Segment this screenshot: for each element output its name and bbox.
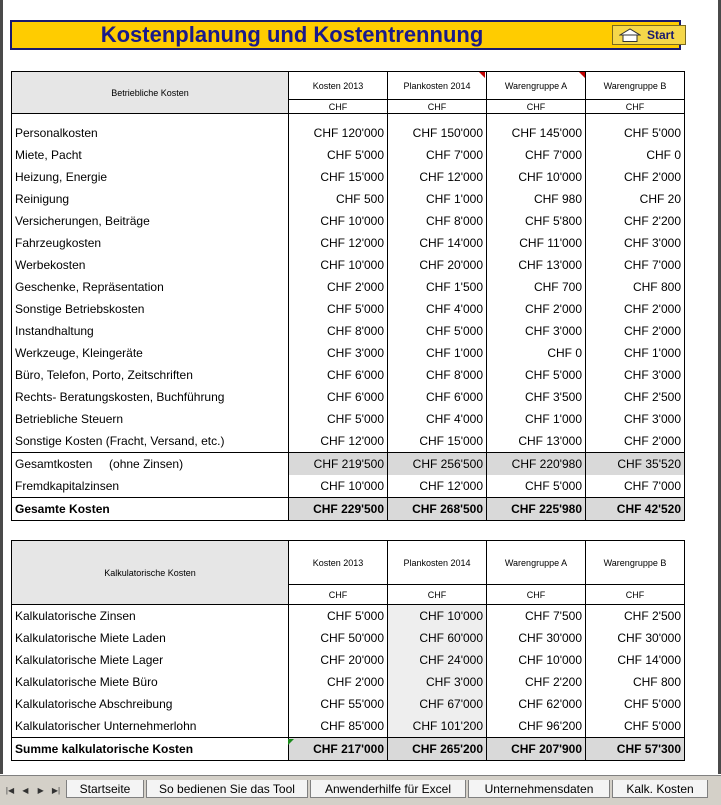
unit-label: CHF xyxy=(388,585,487,605)
home-icon xyxy=(619,28,641,42)
unit-label: CHF xyxy=(289,585,388,605)
value-cell[interactable]: CHF 7'000 xyxy=(388,144,487,166)
value-cell[interactable]: CHF 3'500 xyxy=(487,386,586,408)
value-cell[interactable]: CHF 60'000 xyxy=(388,627,487,649)
value-cell[interactable]: CHF 62'000 xyxy=(487,693,586,715)
prev-sheet-icon[interactable]: ◀ xyxy=(22,786,29,795)
value-cell[interactable]: CHF 8'000 xyxy=(289,320,388,342)
value-cell[interactable]: CHF 150'000 xyxy=(388,122,487,144)
start-button-label: Start xyxy=(647,28,675,42)
table-row xyxy=(12,430,685,453)
row-label: Büro, Telefon, Porto, Zeitschriften xyxy=(12,364,289,386)
value-cell[interactable]: CHF 500 xyxy=(289,188,388,210)
value-cell[interactable]: CHF 2'000 xyxy=(586,298,685,320)
row-label: Versicherungen, Beiträge xyxy=(12,210,289,232)
value-cell[interactable]: CHF 10'000 xyxy=(289,210,388,232)
value-cell[interactable]: CHF 12'000 xyxy=(289,232,388,254)
column-header: Warengruppe B xyxy=(586,541,685,585)
row-label: Rechts- Beratungskosten, Buchführung xyxy=(12,386,289,408)
interest-cell[interactable]: CHF 10'000 xyxy=(289,475,388,498)
value-cell[interactable]: CHF 5'000 xyxy=(289,605,388,628)
value-cell[interactable]: CHF 800 xyxy=(586,671,685,693)
interest-label: Fremdkapitalzinsen xyxy=(12,475,289,498)
first-sheet-icon[interactable]: |◀ xyxy=(5,786,15,795)
table-row xyxy=(12,627,685,649)
unit-label: CHF xyxy=(487,585,586,605)
value-cell[interactable]: CHF 5'800 xyxy=(487,210,586,232)
value-cell[interactable]: CHF 2'500 xyxy=(586,386,685,408)
table-row xyxy=(12,166,685,188)
value-cell[interactable]: CHF 0 xyxy=(487,342,586,364)
value-cell[interactable]: CHF 3'000 xyxy=(388,671,487,693)
unit-label: CHF xyxy=(289,100,388,114)
total-cell[interactable]: CHF 207'900 xyxy=(487,738,586,761)
table-row xyxy=(12,386,685,408)
subtotal-label: Gesamtkosten (ohne Zinsen) xyxy=(12,452,289,475)
row-label: Sonstige Betriebskosten xyxy=(12,298,289,320)
value-cell[interactable]: CHF 2'500 xyxy=(586,605,685,628)
table-row xyxy=(12,320,685,342)
value-cell[interactable]: CHF 2'000 xyxy=(289,276,388,298)
value-cell[interactable]: CHF 2'200 xyxy=(586,210,685,232)
row-label: Geschenke, Repräsentation xyxy=(12,276,289,298)
value-cell[interactable]: CHF 5'000 xyxy=(289,144,388,166)
value-cell[interactable]: CHF 6'000 xyxy=(289,364,388,386)
value-cell[interactable]: CHF 1'000 xyxy=(388,188,487,210)
error-indicator xyxy=(288,739,294,745)
value-cell[interactable]: CHF 3'000 xyxy=(586,232,685,254)
row-label: Kalkulatorische Miete Lager xyxy=(12,649,289,671)
total-cell[interactable]: CHF 225'980 xyxy=(487,497,586,520)
interest-cell[interactable]: CHF 12'000 xyxy=(388,475,487,498)
value-cell[interactable]: CHF 2'000 xyxy=(586,320,685,342)
total-label: Gesamte Kosten xyxy=(12,497,289,520)
value-cell[interactable]: CHF 13'000 xyxy=(487,430,586,453)
value-cell[interactable]: CHF 10'000 xyxy=(487,649,586,671)
value-cell[interactable]: CHF 24'000 xyxy=(388,649,487,671)
table-header-label: Kalkulatorische Kosten xyxy=(12,541,289,605)
row-label: Werbekosten xyxy=(12,254,289,276)
tab-kalk-kosten[interactable]: Kalk. Kosten xyxy=(612,780,708,798)
value-cell[interactable]: CHF 15'000 xyxy=(388,430,487,453)
value-cell[interactable]: CHF 11'000 xyxy=(487,232,586,254)
last-sheet-icon[interactable]: ▶| xyxy=(51,786,61,795)
value-cell[interactable]: CHF 10'000 xyxy=(487,166,586,188)
value-cell[interactable]: CHF 1'000 xyxy=(586,342,685,364)
value-cell[interactable]: CHF 2'000 xyxy=(289,671,388,693)
sheet-tab-bar xyxy=(0,775,721,805)
value-cell[interactable]: CHF 4'000 xyxy=(388,298,487,320)
value-cell[interactable]: CHF 85'000 xyxy=(289,715,388,738)
interest-cell[interactable]: CHF 7'000 xyxy=(586,475,685,498)
value-cell[interactable]: CHF 3'000 xyxy=(586,364,685,386)
subtotal-cell[interactable]: CHF 220'980 xyxy=(487,452,586,475)
row-label: Kalkulatorische Abschreibung xyxy=(12,693,289,715)
value-cell[interactable]: CHF 20'000 xyxy=(388,254,487,276)
value-cell[interactable]: CHF 2'000 xyxy=(586,166,685,188)
value-cell[interactable]: CHF 3'000 xyxy=(487,320,586,342)
page-title: Kostenplanung und Kostentrennung xyxy=(100,22,484,47)
row-label: Betriebliche Steuern xyxy=(12,408,289,430)
table-row xyxy=(12,342,685,364)
tab-startseite[interactable]: Startseite xyxy=(66,780,144,798)
total-cell[interactable]: CHF 42'520 xyxy=(586,497,685,520)
unit-label: CHF xyxy=(586,585,685,605)
table-row xyxy=(12,276,685,298)
table-row xyxy=(12,408,685,430)
value-cell[interactable]: CHF 67'000 xyxy=(388,693,487,715)
start-button[interactable] xyxy=(612,25,686,45)
total-cell[interactable]: CHF 217'000 xyxy=(289,738,388,761)
subtotal-cell[interactable]: CHF 35'520 xyxy=(586,452,685,475)
value-cell[interactable]: CHF 5'000 xyxy=(487,364,586,386)
column-header: Warengruppe A xyxy=(487,72,586,100)
value-cell[interactable]: CHF 101'200 xyxy=(388,715,487,738)
row-label: Kalkulatorischer Unternehmerlohn xyxy=(12,715,289,738)
comment-indicator xyxy=(579,72,585,78)
value-cell[interactable]: CHF 3'000 xyxy=(289,342,388,364)
value-cell[interactable]: CHF 2'000 xyxy=(586,430,685,453)
value-cell[interactable]: CHF 12'000 xyxy=(289,430,388,453)
row-label: Personalkosten xyxy=(12,122,289,144)
row-label: Kalkulatorische Zinsen xyxy=(12,605,289,628)
unit-label: CHF xyxy=(487,100,586,114)
table-row xyxy=(12,715,685,738)
value-cell[interactable]: CHF 8'000 xyxy=(388,364,487,386)
next-sheet-icon[interactable]: ▶ xyxy=(37,786,44,795)
value-cell[interactable]: CHF 10'000 xyxy=(289,254,388,276)
column-header: Warengruppe A xyxy=(487,541,586,585)
value-cell[interactable]: CHF 50'000 xyxy=(289,627,388,649)
subtotal-cell[interactable]: CHF 219'500 xyxy=(289,452,388,475)
column-header: Warengruppe B xyxy=(586,72,685,100)
value-cell[interactable]: CHF 7'000 xyxy=(487,144,586,166)
row-label: Fahrzeugkosten xyxy=(12,232,289,254)
table-row xyxy=(12,605,685,628)
tab-bedienung[interactable]: So bedienen Sie das Tool xyxy=(146,780,308,798)
value-cell[interactable]: CHF 6'000 xyxy=(289,386,388,408)
value-cell[interactable]: CHF 120'000 xyxy=(289,122,388,144)
value-cell[interactable]: CHF 4'000 xyxy=(388,408,487,430)
row-label: Werkzeuge, Kleingeräte xyxy=(12,342,289,364)
comment-indicator xyxy=(479,72,485,78)
row-label: Miete, Pacht xyxy=(12,144,289,166)
value-cell[interactable]: CHF 5'000 xyxy=(388,320,487,342)
value-cell[interactable]: CHF 5'000 xyxy=(586,693,685,715)
total-label: Summe kalkulatorische Kosten xyxy=(12,738,289,761)
column-header: Kosten 2013 xyxy=(289,541,388,585)
value-cell[interactable]: CHF 1'000 xyxy=(487,408,586,430)
value-cell[interactable]: CHF 5'000 xyxy=(289,408,388,430)
value-cell[interactable]: CHF 1'500 xyxy=(388,276,487,298)
table-row xyxy=(12,298,685,320)
value-cell[interactable]: CHF 7'000 xyxy=(586,254,685,276)
value-cell[interactable]: CHF 5'000 xyxy=(586,715,685,738)
value-cell[interactable]: CHF 800 xyxy=(586,276,685,298)
row-label: Reinigung xyxy=(12,188,289,210)
column-header: Plankosten 2014 xyxy=(388,72,487,100)
value-cell[interactable]: CHF 13'000 xyxy=(487,254,586,276)
value-cell[interactable]: CHF 30'000 xyxy=(586,627,685,649)
value-cell[interactable]: CHF 14'000 xyxy=(388,232,487,254)
table-row xyxy=(12,232,685,254)
title-banner xyxy=(10,20,681,50)
value-cell[interactable]: CHF 96'200 xyxy=(487,715,586,738)
value-cell[interactable]: CHF 7'500 xyxy=(487,605,586,628)
table-row xyxy=(12,364,685,386)
row-label: Instandhaltung xyxy=(12,320,289,342)
unit-label: CHF xyxy=(388,100,487,114)
table-row xyxy=(12,144,685,166)
value-cell[interactable]: CHF 8'000 xyxy=(388,210,487,232)
value-cell[interactable]: CHF 20 xyxy=(586,188,685,210)
value-cell[interactable]: CHF 5'000 xyxy=(289,298,388,320)
calculatory-costs-table xyxy=(11,540,685,761)
tab-anwenderhilfe[interactable]: Anwenderhilfe für Excel xyxy=(310,780,466,798)
value-cell[interactable]: CHF 145'000 xyxy=(487,122,586,144)
table-row xyxy=(12,649,685,671)
value-cell[interactable]: CHF 12'000 xyxy=(388,166,487,188)
tab-unternehmensdaten[interactable]: Unternehmensdaten xyxy=(468,780,610,798)
value-cell[interactable]: CHF 15'000 xyxy=(289,166,388,188)
value-cell[interactable]: CHF 6'000 xyxy=(388,386,487,408)
table-row xyxy=(12,122,685,144)
table-row xyxy=(12,671,685,693)
table-row xyxy=(12,254,685,276)
value-cell[interactable]: CHF 14'000 xyxy=(586,649,685,671)
value-cell[interactable]: CHF 2'200 xyxy=(487,671,586,693)
value-cell[interactable]: CHF 2'000 xyxy=(487,298,586,320)
column-header: Kosten 2013 xyxy=(289,72,388,100)
sheet-navigation xyxy=(4,782,62,798)
value-cell[interactable]: CHF 30'000 xyxy=(487,627,586,649)
table-row xyxy=(12,188,685,210)
operating-costs-table xyxy=(11,71,685,521)
value-cell[interactable]: CHF 980 xyxy=(487,188,586,210)
table-header-label: Betriebliche Kosten xyxy=(12,72,289,114)
interest-cell[interactable]: CHF 5'000 xyxy=(487,475,586,498)
row-label: Sonstige Kosten (Fracht, Versand, etc.) xyxy=(12,430,289,453)
subtotal-cell[interactable]: CHF 256'500 xyxy=(388,452,487,475)
total-cell[interactable]: CHF 229'500 xyxy=(289,497,388,520)
row-label: Kalkulatorische Miete Büro xyxy=(12,671,289,693)
total-cell[interactable]: CHF 265'200 xyxy=(388,738,487,761)
value-cell[interactable]: CHF 5'000 xyxy=(586,122,685,144)
table-row xyxy=(12,693,685,715)
table-row xyxy=(12,210,685,232)
row-label: Heizung, Energie xyxy=(12,166,289,188)
value-cell[interactable]: CHF 55'000 xyxy=(289,693,388,715)
window-border-left xyxy=(0,0,3,774)
value-cell[interactable]: CHF 3'000 xyxy=(586,408,685,430)
value-cell[interactable]: CHF 10'000 xyxy=(388,605,487,628)
unit-label: CHF xyxy=(586,100,685,114)
row-label: Kalkulatorische Miete Laden xyxy=(12,627,289,649)
value-cell[interactable]: CHF 700 xyxy=(487,276,586,298)
total-cell[interactable]: CHF 57'300 xyxy=(586,738,685,761)
total-cell[interactable]: CHF 268'500 xyxy=(388,497,487,520)
value-cell[interactable]: CHF 1'000 xyxy=(388,342,487,364)
value-cell[interactable]: CHF 0 xyxy=(586,144,685,166)
value-cell[interactable]: CHF 20'000 xyxy=(289,649,388,671)
column-header: Plankosten 2014 xyxy=(388,541,487,585)
